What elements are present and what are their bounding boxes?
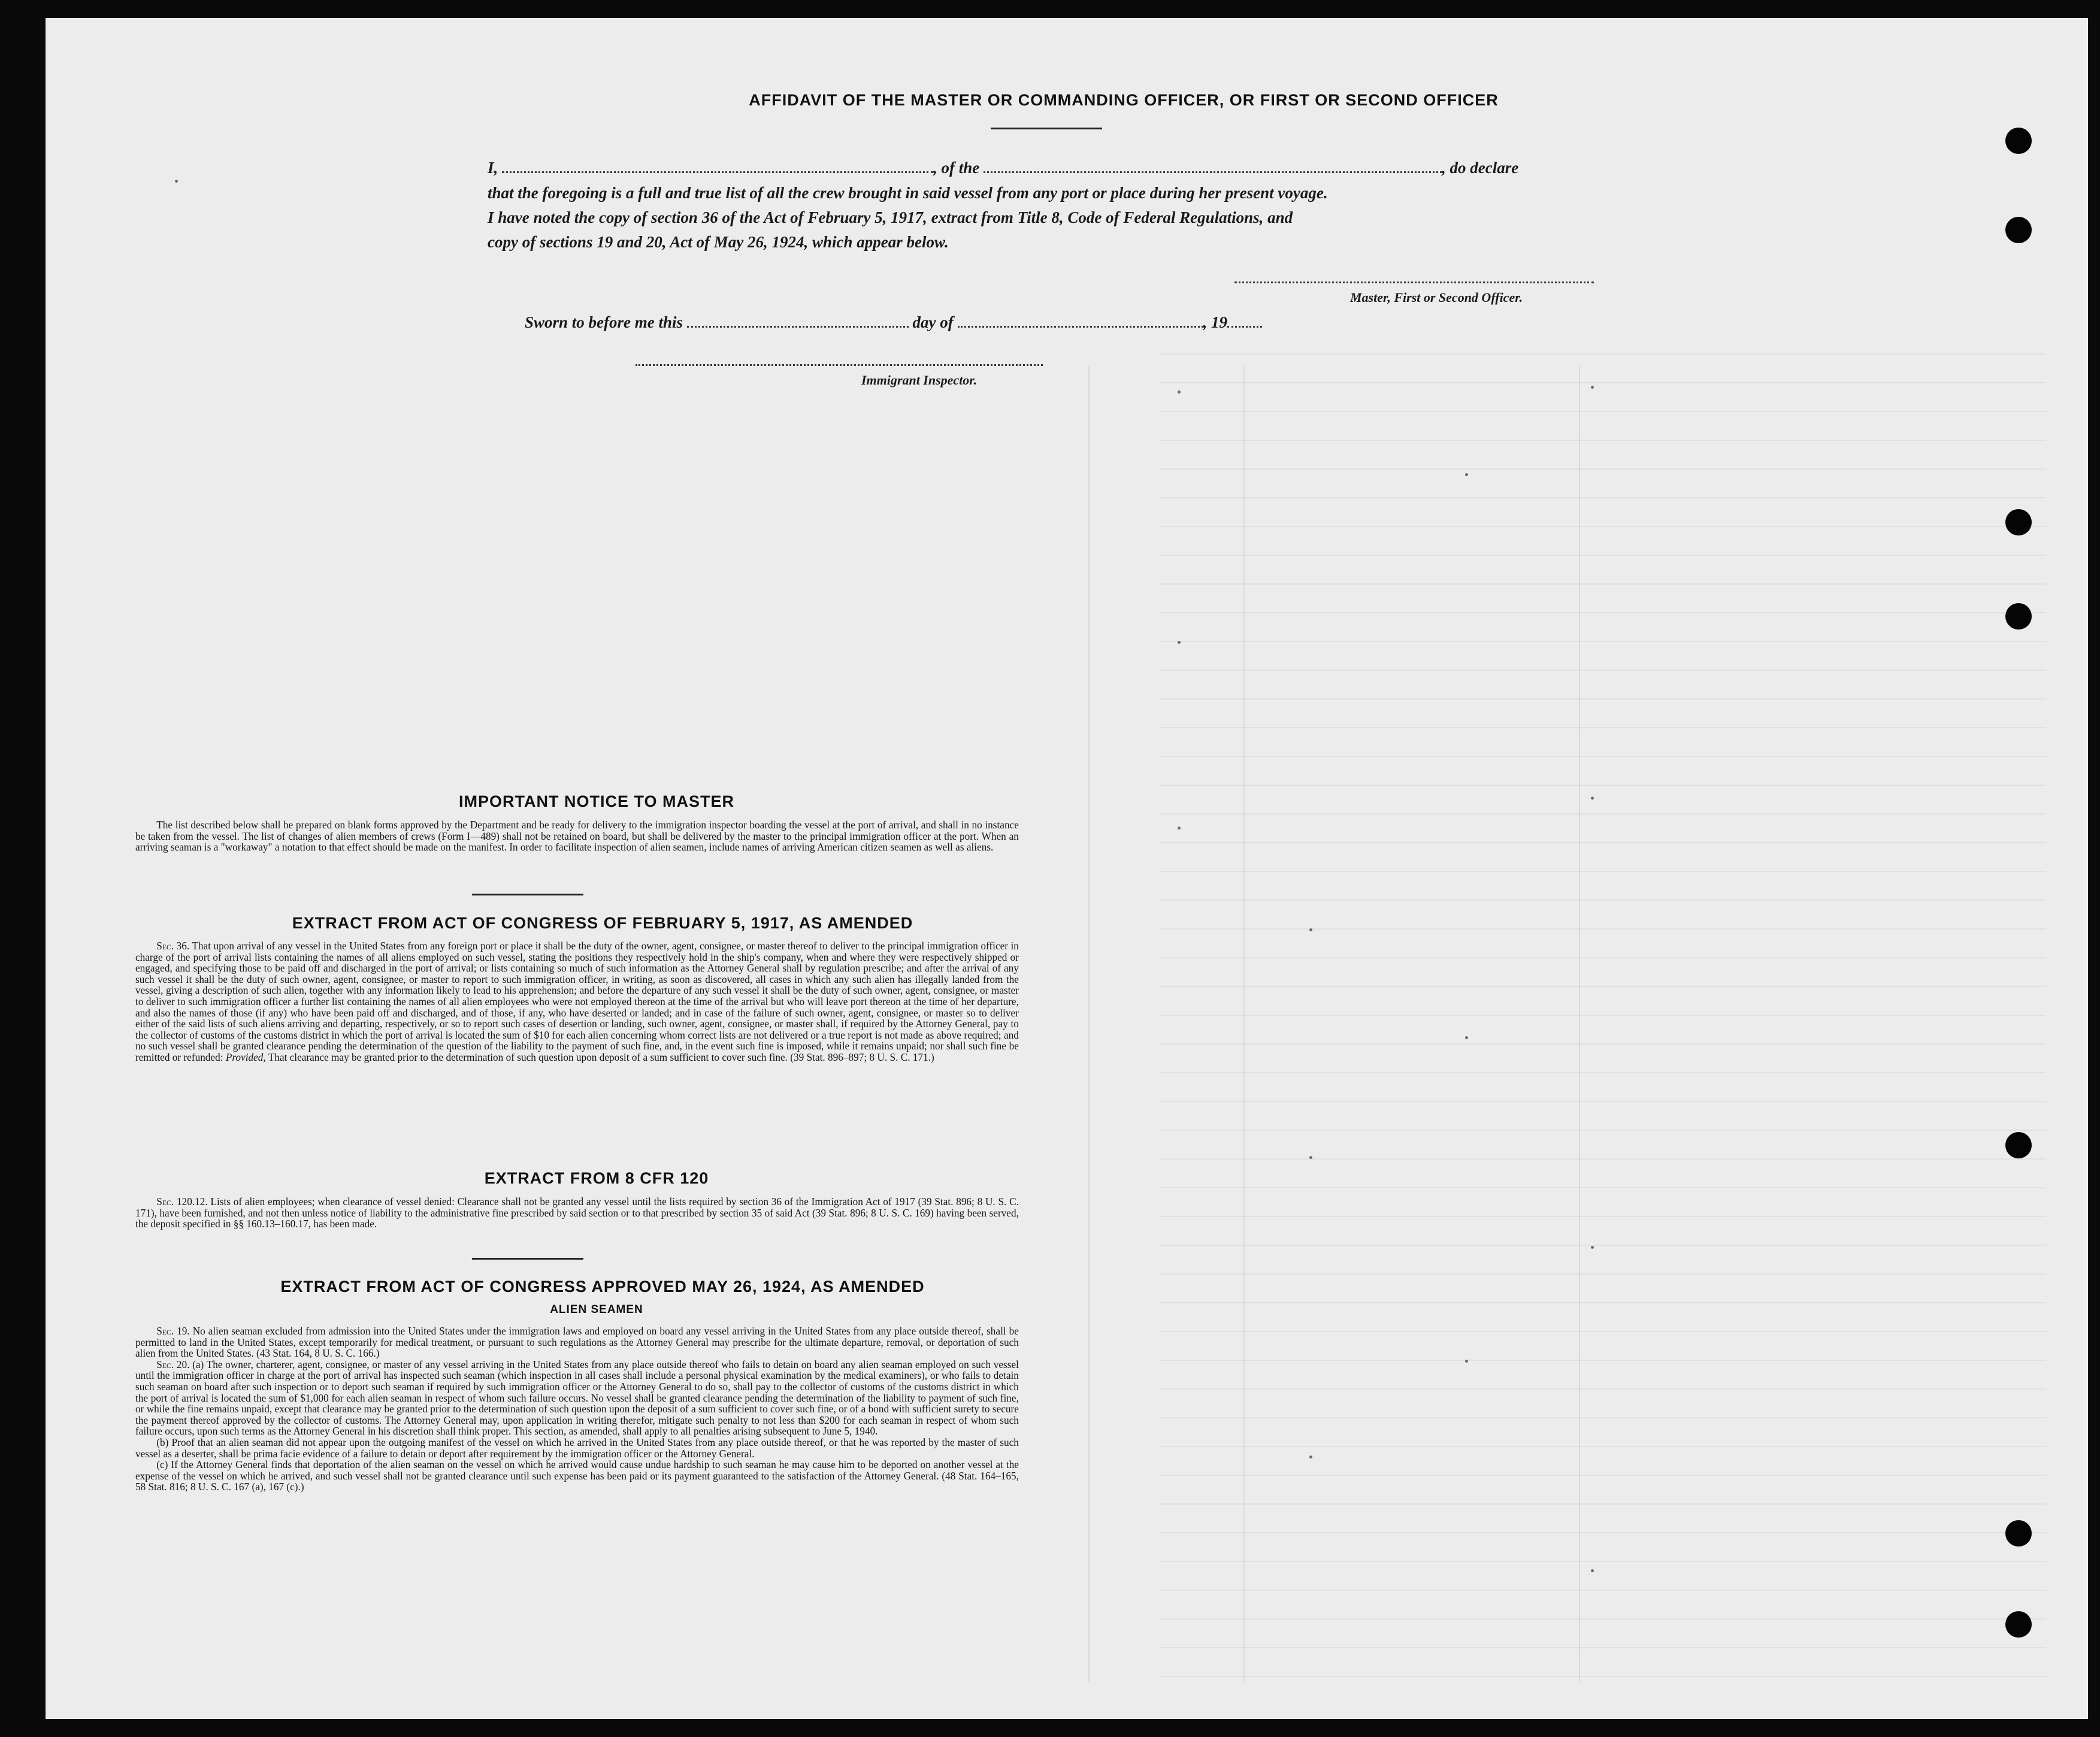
alien-seamen-subtitle: ALIEN SEAMEN xyxy=(550,1303,643,1316)
sec-20-label: Sec. 20. xyxy=(156,1358,190,1370)
punch-hole-2 xyxy=(2005,217,2032,243)
sec-120-12-label: Sec. 120.12. xyxy=(156,1196,208,1208)
affidavit-title: AFFIDAVIT OF THE MASTER OR COMMANDING OFFICER, OR FIRST OR SECOND OFFICER xyxy=(749,91,1499,109)
declarant-name-field[interactable] xyxy=(502,171,933,173)
sworn-year-label: , 19 xyxy=(1203,313,1228,331)
sec-20b-text: (b) Proof that an alien seaman did not appear upon the outgoing manifest of the vessel on which he arrived in the United States from any place outside thereof, or that he was reported by the master of such vessel as a deserter, shall be prima facie evidence of a failure to detain or deport after requirement by the immigration officer or the Attorney General. xyxy=(135,1436,1019,1460)
extract-cfr-body xyxy=(135,1196,1019,1230)
punch-hole-3 xyxy=(2005,509,2032,535)
declaration-line-1 xyxy=(488,159,1686,177)
declaration-line-2: that the foregoing is a full and true list of all the crew brought in said vessel from any port or place during her present voyage. xyxy=(488,184,1328,202)
notice-text: The list described below shall be prepared on blank forms approved by the Department and be ready for delivery to the immigration inspector boarding the vessel at the port of arrival, and shall in no instance be taken from the vessel. The list of changes of alien members of crews (Form I—489) shall not be retained on board, but shall be delivered by the master to the principal immigration officer at the port. When an arriving seaman is a "workaway" a notation to that effect should be made on the manifest. In order to facilitate inspection of alien seamen, include names of arriving American citizen seamen as well as aliens. xyxy=(135,819,1019,854)
of-the-label: , of the xyxy=(933,159,980,177)
extract-1924-body xyxy=(135,1326,1019,1493)
extract-1924-title: EXTRACT FROM ACT OF CONGRESS APPROVED MAY 26, 1924, AS AMENDED xyxy=(280,1278,925,1296)
extract-cfr-title: EXTRACT FROM 8 CFR 120 xyxy=(484,1169,709,1187)
punch-hole-1 xyxy=(2005,128,2032,154)
punch-hole-7 xyxy=(2005,1611,2032,1638)
master-signature-field[interactable] xyxy=(1234,282,1594,283)
notice-title: IMPORTANT NOTICE TO MASTER xyxy=(459,792,734,810)
sec-36-label: Sec. 36. xyxy=(156,940,190,952)
master-signature-label: Master, First or Second Officer. xyxy=(1350,290,1523,305)
declarant-prefix: I, xyxy=(488,159,498,177)
sec-120-12-text: Lists of alien employees; when clearance of vessel denied: Clearance shall not be granted any vessel until the lists required by section 36 of the Immigration Act of 1917 (39 Stat. 896; 8 U. S. C. 171), have been furnished, and not then unless notice of liability to the administrative fine prescribed by said section or to that prescribed by section 35 of said Act (39 Stat. 896; 8 U. S. C. 169) having been served, the deposit specified in §§ 160.13–160.17, has been made. xyxy=(135,1196,1019,1230)
punch-hole-4 xyxy=(2005,603,2032,630)
sec-36-proviso: Provided, xyxy=(225,1051,266,1063)
sworn-prefix: Sworn to before me this xyxy=(525,313,683,331)
declaration-line-4: copy of sections 19 and 20, Act of May 26, 1924, which appear below. xyxy=(488,233,949,251)
declaration-line-3: I have noted the copy of section 36 of the Act of February 5, 1917, extract from Title 8, Code of Federal Regulations, and xyxy=(488,208,1293,226)
punch-hole-6 xyxy=(2005,1520,2032,1547)
sec-20c-text: (c) If the Attorney General finds that deportation of the alien seaman on the vessel on which he arrived would cause undue hardship to such seaman he may cause him to be deported on another vessel at the expense of the vessel on which he arrived, and such vessel shall not be granted clearance until such expense has been paid or its payment guaranteed to the satisfaction of the Attorney General. (48 Stat. 164–165, 58 Stat. 816; 8 U. S. C. 167 (a), 167 (c).) xyxy=(135,1458,1019,1493)
do-declare-label: , do declare xyxy=(1442,159,1519,177)
document-page xyxy=(46,18,2088,1719)
sworn-day-field[interactable] xyxy=(687,326,909,328)
notice-divider xyxy=(472,894,583,895)
sworn-month-field[interactable] xyxy=(958,326,1203,328)
cfr-divider xyxy=(472,1258,583,1260)
extract-1917-title: EXTRACT FROM ACT OF CONGRESS OF FEBRUARY 5, 1917, AS AMENDED xyxy=(292,914,913,932)
day-of-label: day of xyxy=(912,313,954,331)
vessel-name-field[interactable] xyxy=(984,171,1442,173)
bleed-through-grid xyxy=(1160,353,2046,1683)
sec-36-text: That upon arrival of any vessel in the United States from any foreign port or place it shall be the duty of the owner, agent, consignee, or master thereof to deliver to the principal immigration officer in charge of the port of arrival lists containing the names of all aliens employed on such vessel, stating the positions they respectively hold in the ship's company, when and where they were respectively shipped or engaged, and specifying those to be paid off and discharged in the port of arrival; or lists containing so much of such information as the Attorney General shall by regulation prescribe; and after the arrival of any such vessel it shall be the duty of such owner, agent, consignee, or master to report to such immigration officer, in writing, as soon as discovered, all cases in which any such alien has illegally landed from the vessel, giving a description of such alien, together with any information likely to lead to his apprehension; and before the departure of any such vessel it shall be the duty of such owner, agent, consignee, or master to deliver to such immigration officer a further list containing the names of all alien employees who were not employed thereon at the time of the arrival but who will leave port thereon at the time of her departure, and also the names of those (if any) who have been paid off and discharged, and of those, if any, who have deserted or landed; and in case of the failure of such owner, agent, consignee, or master so to deliver either of the said lists of such aliens arriving and departing, respectively, or so to report such cases of desertion or landing, such owner, agent, consignee, or master shall, if required by the Attorney General, pay to the collector of customs of the customs district in which the port of arrival is located the sum of $10 for each alien concerning whom correct lists are not delivered or a true report is not made as above required; and no such vessel shall be granted clearance pending the determination of the question of the liability to the payment of such fine, and, in the event such fine is imposed, while it remains unpaid; nor shall such fine be remitted or refunded: xyxy=(135,940,1019,1063)
extract-1917-body xyxy=(135,940,1019,1063)
inspector-signature-field[interactable] xyxy=(636,364,1043,366)
sworn-year-field[interactable] xyxy=(1227,326,1262,328)
title-underline xyxy=(991,128,1102,129)
sec-20a-text: (a) The owner, charterer, agent, consignee, or master of any vessel arriving in the United States from any place outside thereof who fails to detain on board any alien seaman employed on such vessel until the immigration officer in charge at the port of arrival has inspected such seaman (which inspection in all cases shall include a personal physical examination by the medical examiners), or who fails to detain such seaman on board after such inspection or to deport such seaman if required by such immigration officer or the Attorney General to do so, shall pay to the collector of customs of the customs district in which the port of arrival is located the sum of $1,000 for each alien seaman in respect of whom such failure occurs. No vessel shall be granted clearance pending the determination of the liability to payment of such fine, or while the fine remains unpaid, except that clearance may be granted prior to the determination of such question upon the deposit of a sum sufficient to cover such fine, or of a bond with sufficient surety to secure the payment thereof approved by the collector of customs. The Attorney General may, upon application in writing therefor, mitigate such penalty to not less than $200 for each seaman in respect of whom such failure occurs, upon such terms as the Attorney General in his discretion shall think proper. This section, as amended, shall apply to all penalties arising subsequent to June 5, 1940. xyxy=(135,1358,1019,1438)
notice-body xyxy=(135,819,1019,853)
sec-36-text-end: That clearance may be granted prior to the determination of such question upon deposit of a sum sufficient to cover such fine. (39 Stat. 896–897; 8 U. S. C. 171.) xyxy=(268,1051,934,1063)
sec-19-text: No alien seaman excluded from admission into the United States under the immigration laws and employed on board any vessel arriving in the United States from any place outside thereof, shall be permitted to land in the United States, except temporarily for medical treatment, or pursuant to such regulations as the Attorney General may prescribe for the ultimate departure, removal, or deportation of such alien from the United States. (43 Stat. 164, 8 U. S. C. 166.) xyxy=(135,1325,1019,1360)
sec-19-label: Sec. 19. xyxy=(156,1325,190,1337)
sworn-line xyxy=(525,313,1483,332)
punch-hole-5 xyxy=(2005,1132,2032,1158)
inspector-signature-label: Immigrant Inspector. xyxy=(861,373,978,388)
